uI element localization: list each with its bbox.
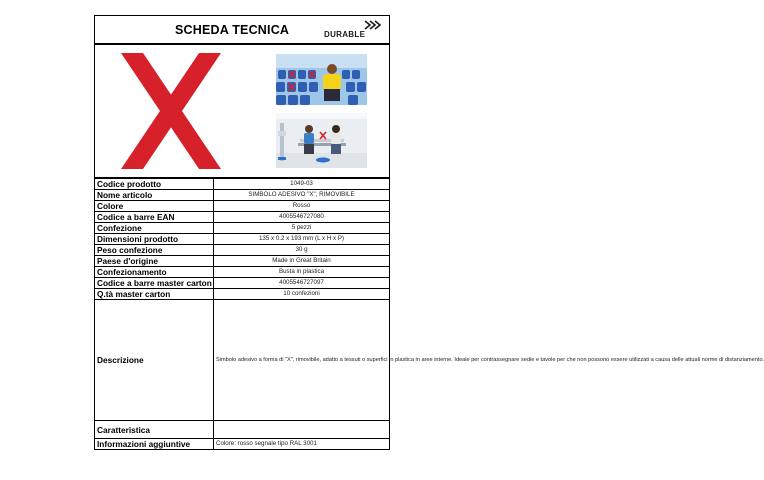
spec-label: Codice prodotto (95, 179, 214, 190)
spec-table (94, 178, 764, 450)
spec-row (95, 201, 390, 212)
spec-label: Codice a barre master carton (95, 278, 214, 289)
spec-value: SIMBOLO ADESIVO "X", RIMOVIBILE (214, 190, 390, 201)
spec-row (95, 234, 390, 245)
spec-row (95, 421, 390, 439)
spec-row (95, 267, 390, 278)
spec-label: Paese d'origine (95, 256, 214, 267)
spec-label: Informazioni aggiuntive (95, 439, 214, 450)
spec-row (95, 289, 390, 300)
spec-value: 4005546727080 (214, 212, 390, 223)
spec-row (95, 300, 390, 421)
spec-value: Rosso (214, 201, 390, 212)
spec-label: Q.tà master carton (95, 289, 214, 300)
spec-row (95, 256, 390, 267)
spec-value: Made in Great Britain (214, 256, 390, 267)
technical-sheet (94, 15, 764, 467)
page-title: SCHEDA TECNICA (175, 23, 290, 37)
spec-value: 135 x 0.2 x 193 mm (L x H x P) (214, 234, 390, 245)
spec-row (95, 223, 390, 234)
spec-value: 5 pezzi (214, 223, 390, 234)
spec-label: Caratteristica (95, 421, 214, 439)
spec-row (95, 212, 390, 223)
red-x-symbol (121, 53, 221, 169)
sheet-header (94, 15, 390, 44)
spec-value: Colore: rosso segnale tipo RAL 3001 (214, 439, 390, 450)
spec-value: 10 confezioni (214, 289, 390, 300)
spec-row (95, 278, 390, 289)
stadium-seats-photo (276, 54, 367, 105)
spec-value: 1049-03 (214, 179, 390, 190)
spec-value (214, 421, 390, 439)
spec-label: Dimensioni prodotto (95, 234, 214, 245)
spec-row (95, 179, 390, 190)
spec-label: Codice a barre EAN (95, 212, 214, 223)
spec-label: Colore (95, 201, 214, 212)
spec-value: Simbolo adesivo a forma di "X", rimovibile, adatto a tessuti o superfici in plastica in aree interne. Ideale per contrassegnare sedie e tavole per che non possono essere utilizzati a causa delle attuali norme di distanziamento. (214, 300, 390, 421)
spec-row (95, 439, 390, 450)
brand-logo (323, 20, 385, 40)
spec-label: Peso confezione (95, 245, 214, 256)
brand-name: DURABLE (324, 30, 366, 39)
waiting-room-photo (276, 113, 367, 168)
spec-label: Confezione (95, 223, 214, 234)
spec-row (95, 190, 390, 201)
spec-label: Confezionamento (95, 267, 214, 278)
spec-value: 4005546727097 (214, 278, 390, 289)
spec-value: 30 g (214, 245, 390, 256)
spec-row (95, 245, 390, 256)
product-images (94, 44, 390, 178)
spec-value: Busta in plastica (214, 267, 390, 278)
spec-label: Nome articolo (95, 190, 214, 201)
durable-logo-icon (363, 20, 381, 30)
spec-label: Descrizione (95, 300, 214, 421)
